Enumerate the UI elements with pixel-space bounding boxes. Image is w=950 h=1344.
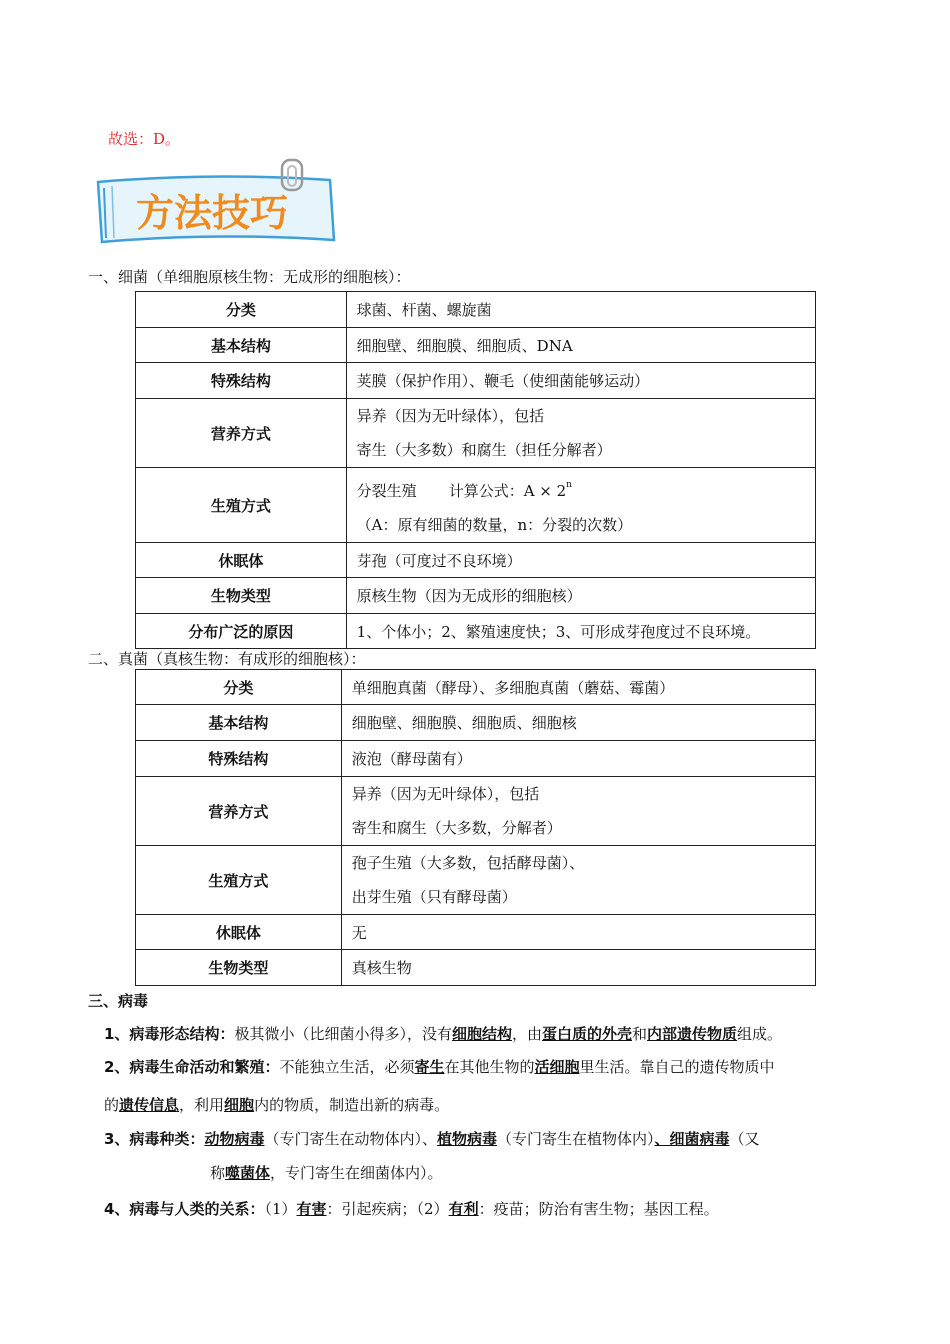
row-value: 原核生物（因为无成形的细胞核） xyxy=(346,578,815,614)
value-line: 寄生和腐生（大多数，分解者） xyxy=(351,819,562,837)
row-value: 真核生物 xyxy=(341,950,815,986)
text-run: ，由 xyxy=(511,1025,542,1043)
paragraph-lead: 3、病毒种类： xyxy=(104,1130,205,1148)
key-term: 内部遗传物质 xyxy=(647,1025,738,1043)
table-row xyxy=(136,705,816,741)
fungi-section-title: 二、真菌（真核生物：有成形的细胞核）： xyxy=(88,650,366,668)
text-run: （专门寄生在植物体内） xyxy=(497,1130,655,1148)
table-row xyxy=(136,543,816,578)
virus-section-title: 三、病毒 xyxy=(88,992,149,1010)
text-run: （又 xyxy=(729,1130,760,1148)
answer-text: 故选：D。 xyxy=(108,130,181,148)
value-line: （A：原有细菌的数量，n：分裂的次数） xyxy=(356,516,633,534)
key-term: 遗传信息 xyxy=(119,1096,180,1114)
row-value: 无 xyxy=(341,915,815,950)
row-value xyxy=(341,846,815,915)
text-run: 里生活。靠自己的遗传物质中 xyxy=(579,1058,775,1076)
table-row xyxy=(136,614,816,649)
table-row xyxy=(136,328,816,363)
text-run: 称 xyxy=(210,1164,226,1182)
value-line: 异养（因为无叶绿体），包括 xyxy=(351,785,540,803)
key-term: 细胞结构 xyxy=(451,1025,512,1043)
row-label: 基本结构 xyxy=(136,328,347,363)
row-label: 休眠体 xyxy=(136,915,342,950)
row-label: 特殊结构 xyxy=(136,363,347,399)
table-row xyxy=(136,468,816,543)
row-label: 生殖方式 xyxy=(136,468,347,543)
row-label: 营养方式 xyxy=(136,777,342,846)
key-term: 寄生 xyxy=(414,1058,445,1076)
virus-structure-paragraph xyxy=(104,1023,782,1044)
fungi-table xyxy=(135,669,816,986)
text-run: 极其微小（比细菌小得多），没有 xyxy=(234,1025,452,1043)
value-line: 异养（因为无叶绿体），包括 xyxy=(356,407,545,425)
row-value: 单细胞真菌（酵母）、多细胞真菌（蘑菇、霉菌） xyxy=(341,670,815,705)
key-term: 植物病毒 xyxy=(436,1130,497,1148)
table-row xyxy=(136,292,816,328)
text-run: 不能独立生活，必须 xyxy=(279,1058,415,1076)
text-run: 组成。 xyxy=(737,1025,783,1043)
value-line: 寄生（大多数）和腐生（担任分解者） xyxy=(356,441,612,459)
key-term: 活细胞 xyxy=(534,1058,580,1076)
value-line: 孢子生殖（大多数，包括酵母菌）、 xyxy=(351,854,585,872)
virus-life-paragraph-continued xyxy=(104,1094,449,1115)
row-value: 芽孢（可度过不良环境） xyxy=(346,543,815,578)
text-run: ：引起疾病；（2） xyxy=(326,1200,449,1218)
paragraph-lead: 4、病毒与人类的关系： xyxy=(104,1200,265,1218)
row-label: 生物类型 xyxy=(136,950,342,986)
key-term: 细胞 xyxy=(224,1096,255,1114)
table-row xyxy=(136,363,816,399)
text-run: ，专门寄生在细菌体内）。 xyxy=(270,1164,443,1182)
key-term: 噬菌体 xyxy=(225,1164,271,1182)
key-term: 、细菌病毒 xyxy=(654,1130,730,1148)
key-term: 有害 xyxy=(296,1200,327,1218)
text-run: （1） xyxy=(264,1200,297,1218)
table-row xyxy=(136,741,816,777)
row-label: 营养方式 xyxy=(136,399,347,468)
text-run: 在其他生物的 xyxy=(444,1058,535,1076)
virus-life-paragraph xyxy=(104,1056,775,1077)
bacteria-section-title: 一、细菌（单细胞原核生物：无成形的细胞核）： xyxy=(88,268,411,286)
text-run: （专门寄生在动物体内）、 xyxy=(264,1130,437,1148)
table-row xyxy=(136,578,816,614)
row-label: 分类 xyxy=(136,670,342,705)
formula-exponent: n xyxy=(566,480,572,490)
row-label: 特殊结构 xyxy=(136,741,342,777)
row-label: 生殖方式 xyxy=(136,846,342,915)
row-label: 基本结构 xyxy=(136,705,342,741)
text-run: ：疫苗；防治有害生物；基因工程。 xyxy=(478,1200,719,1218)
row-value xyxy=(346,399,815,468)
text-run: 内的物质，制造出新的病毒。 xyxy=(254,1096,450,1114)
paragraph-lead: 2、病毒生命活动和繁殖： xyxy=(104,1058,280,1076)
row-label: 休眠体 xyxy=(136,543,347,578)
row-value: 细胞壁、细胞膜、细胞质、细胞核 xyxy=(341,705,815,741)
table-row xyxy=(136,777,816,846)
row-label: 生物类型 xyxy=(136,578,347,614)
method-tips-banner xyxy=(92,158,342,250)
virus-relation-paragraph xyxy=(104,1198,719,1219)
row-label: 分布广泛的原因 xyxy=(136,614,347,649)
key-term: 蛋白质的外壳 xyxy=(542,1025,633,1043)
paragraph-lead: 1、病毒形态结构： xyxy=(104,1025,235,1043)
key-term: 动物病毒 xyxy=(204,1130,265,1148)
table-row xyxy=(136,950,816,986)
virus-types-paragraph-continued xyxy=(210,1162,443,1183)
bacteria-table xyxy=(135,291,816,649)
value-line xyxy=(357,468,815,508)
text-run: 和 xyxy=(632,1025,648,1043)
text-run: ，利用 xyxy=(179,1096,225,1114)
row-value: 液泡（酵母菌有） xyxy=(341,741,815,777)
key-term: 有利 xyxy=(448,1200,479,1218)
row-value: 荚膜（保护作用）、鞭毛（使细菌能够运动） xyxy=(346,363,815,399)
row-label: 分类 xyxy=(136,292,347,328)
formula: 计算公式：A × 2 xyxy=(448,482,567,500)
row-value: 细胞壁、细胞膜、细胞质、DNA xyxy=(346,328,815,363)
table-row xyxy=(136,915,816,950)
reproduction-type: 分裂生殖 xyxy=(356,482,417,500)
virus-types-paragraph xyxy=(104,1128,760,1149)
table-row xyxy=(136,670,816,705)
row-value: 球菌、杆菌、螺旋菌 xyxy=(346,292,815,328)
value-line: 出芽生殖（只有酵母菌） xyxy=(351,888,517,906)
table-row xyxy=(136,846,816,915)
row-value xyxy=(346,468,815,543)
text-run: 的 xyxy=(104,1096,120,1114)
table-row xyxy=(136,399,816,468)
row-value xyxy=(341,777,815,846)
banner-title: 方法技巧 xyxy=(135,191,289,235)
row-value: 1、个体小；2、繁殖速度快；3、可形成芽孢度过不良环境。 xyxy=(346,614,815,649)
